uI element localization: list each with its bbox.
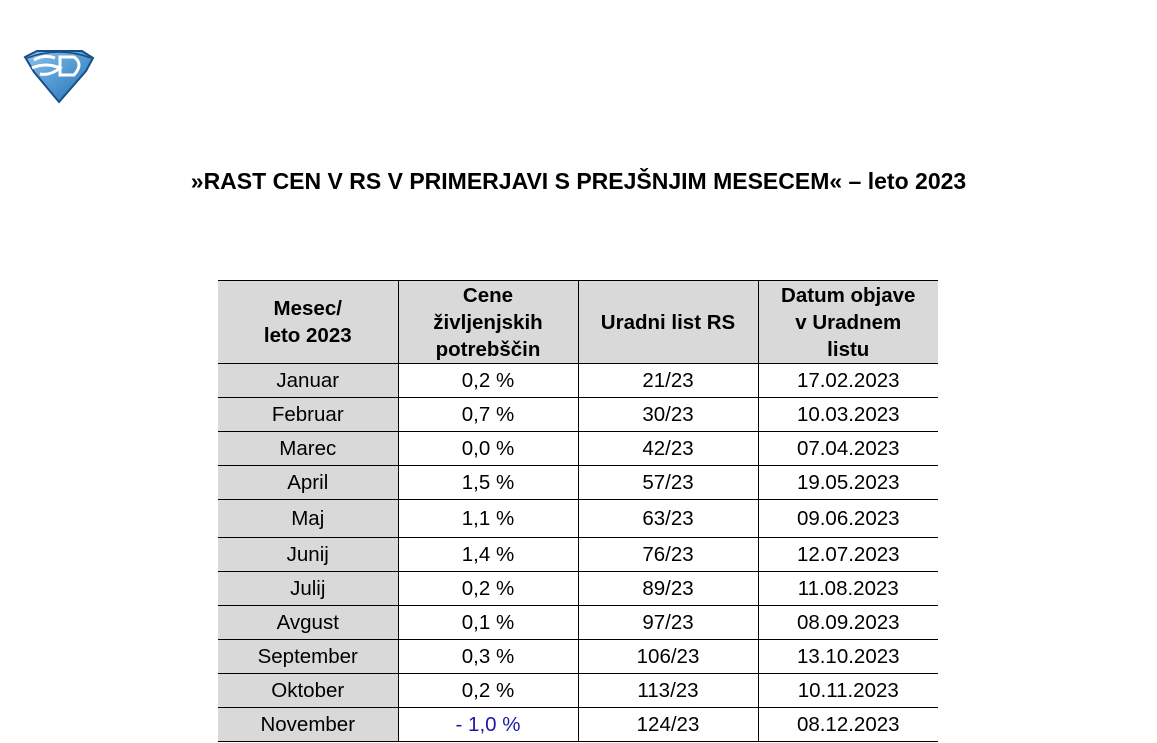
change-cell: 0,2 %	[398, 364, 578, 398]
month-cell: September	[218, 640, 398, 674]
gazette-cell: 42/23	[578, 432, 758, 466]
table-row	[218, 572, 938, 606]
date-cell: 07.04.2023	[758, 432, 938, 466]
table-row	[218, 708, 938, 742]
change-cell: 0,2 %	[398, 674, 578, 708]
gazette-cell: 63/23	[578, 500, 758, 538]
header-month-line: Mesec/	[273, 297, 342, 320]
gazette-cell: 21/23	[578, 364, 758, 398]
header-date-line: Datum objave	[781, 283, 916, 307]
month-cell: Avgust	[218, 606, 398, 640]
page-title: »RAST CEN V RS V PRIMERJAVI S PREJŠNJIM MESECEM« – leto 2023	[190, 168, 967, 194]
table-row	[218, 432, 938, 466]
header-prices-line: potrebščin	[435, 337, 541, 361]
date-cell: 19.05.2023	[758, 466, 938, 500]
change-cell: 0,2 %	[398, 572, 578, 606]
table-row	[218, 500, 938, 538]
date-cell: 12.07.2023	[758, 538, 938, 572]
gazette-cell: 97/23	[578, 606, 758, 640]
date-cell: 11.08.2023	[758, 572, 938, 606]
date-cell: 10.11.2023	[758, 674, 938, 708]
table-row	[218, 466, 938, 500]
date-cell: 13.10.2023	[758, 640, 938, 674]
month-cell: November	[218, 708, 398, 742]
change-cell: 0,3 %	[398, 640, 578, 674]
month-cell: April	[218, 466, 398, 500]
header-gazette	[578, 281, 758, 364]
change-cell-negative: - 1,0 %	[398, 708, 578, 742]
change-cell: 1,5 %	[398, 466, 578, 500]
table-row	[218, 606, 938, 640]
gazette-cell: 76/23	[578, 538, 758, 572]
sd-logo-icon	[22, 48, 96, 104]
table-row	[218, 398, 938, 432]
header-prices	[398, 281, 578, 364]
header-prices-line: Cene	[462, 283, 514, 307]
price-growth-table	[218, 280, 938, 742]
header-date-line: listu	[827, 337, 870, 361]
header-month-line: leto 2023	[263, 324, 352, 347]
header-month	[218, 281, 398, 364]
change-cell: 1,1 %	[398, 500, 578, 538]
change-cell: 0,1 %	[398, 606, 578, 640]
month-cell: Oktober	[218, 674, 398, 708]
date-cell: 08.09.2023	[758, 606, 938, 640]
header-date-line: v Uradnem	[795, 310, 902, 334]
month-cell: Julij	[218, 572, 398, 606]
date-cell: 08.12.2023	[758, 708, 938, 742]
table-row	[218, 640, 938, 674]
date-cell: 09.06.2023	[758, 500, 938, 538]
change-cell: 0,7 %	[398, 398, 578, 432]
table-row	[218, 674, 938, 708]
gazette-cell: 57/23	[578, 466, 758, 500]
header-prices-line: življenjskih	[433, 310, 543, 334]
gazette-cell: 30/23	[578, 398, 758, 432]
month-cell: Marec	[218, 432, 398, 466]
table-row	[218, 538, 938, 572]
header-gazette-line: Uradni list RS	[600, 310, 736, 334]
gazette-cell: 106/23	[578, 640, 758, 674]
change-cell: 1,4 %	[398, 538, 578, 572]
month-cell: Junij	[218, 538, 398, 572]
table-header-row	[218, 281, 938, 364]
gazette-cell: 89/23	[578, 572, 758, 606]
gazette-cell: 124/23	[578, 708, 758, 742]
month-cell: Maj	[218, 500, 398, 538]
change-cell: 0,0 %	[398, 432, 578, 466]
header-date	[758, 281, 938, 364]
month-cell: Januar	[218, 364, 398, 398]
table-row	[218, 364, 938, 398]
gazette-cell: 113/23	[578, 674, 758, 708]
month-cell: Februar	[218, 398, 398, 432]
date-cell: 10.03.2023	[758, 398, 938, 432]
date-cell: 17.02.2023	[758, 364, 938, 398]
